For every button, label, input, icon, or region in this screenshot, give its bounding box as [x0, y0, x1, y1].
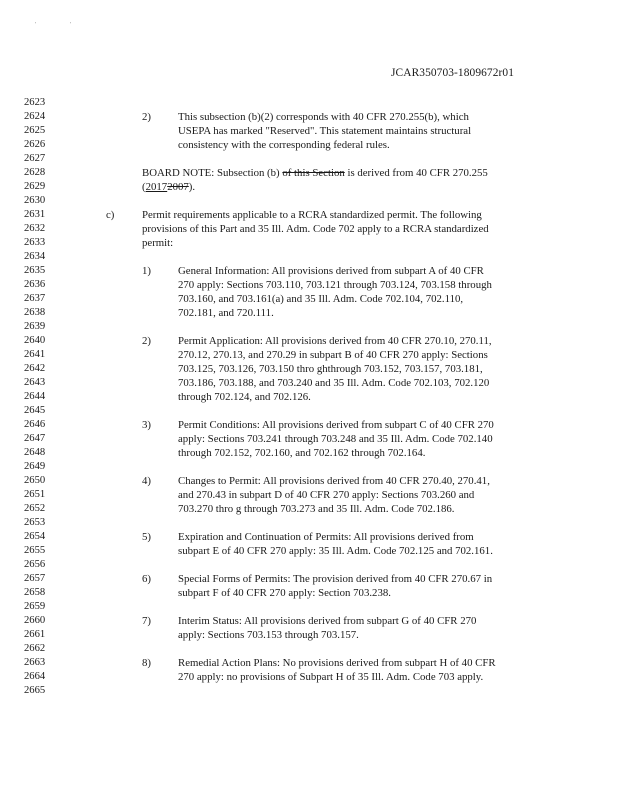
provision-marker: 7) [142, 615, 151, 627]
line-number: 2641 [24, 349, 46, 360]
line-number: 2624 [24, 111, 46, 122]
line-number: 2639 [24, 321, 46, 332]
line-number: 2659 [24, 601, 46, 612]
provision-marker: 5) [142, 531, 151, 543]
line-number: 2664 [24, 671, 46, 682]
paragraph-line: provisions of this Part and 35 Ill. Adm. Code 702 apply to a RCRA standardized [142, 223, 489, 235]
line-number: 2656 [24, 559, 46, 570]
line-number: 2648 [24, 447, 46, 458]
provision-line: 270 apply: Sections 703.110, 703.121 through 703.124, 703.158 through [178, 279, 492, 291]
line-number: 2623 [24, 97, 46, 108]
line-number: 2646 [24, 419, 46, 430]
line-number: 2644 [24, 391, 46, 402]
line-number: 2632 [24, 223, 46, 234]
line-number: 2636 [24, 279, 46, 290]
provision-line: 270.12, 270.13, and 270.29 in subpart B of 40 CFR 270 apply: Sections [178, 349, 488, 361]
scan-speck: ' [70, 22, 72, 28]
provision-marker: 8) [142, 657, 151, 669]
board-note-suffix: is derived from 40 CFR 270.255 [344, 167, 488, 179]
provision-line: General Information: All provisions derived from subpart A of 40 CFR [178, 265, 484, 277]
provision-line: and 270.43 in subpart D of 40 CFR 270 apply: Sections 703.260 and [178, 489, 475, 501]
inserted-text: 2017 [145, 181, 168, 193]
provision-line: Changes to Permit: All provisions derived from 40 CFR 270.40, 270.41, [178, 475, 490, 487]
line-number: 2627 [24, 153, 46, 164]
provision-line: 703.270 thro g through 703.273 and 35 Ill. Adm. Code 702.186. [178, 503, 455, 515]
provision-marker: 1) [142, 265, 151, 277]
provision-marker: 3) [142, 419, 151, 431]
provision-line: apply: Sections 703.153 through 703.157. [178, 629, 359, 641]
line-number: 2635 [24, 265, 46, 276]
provision-line: 703.186, 703.188, and 703.240 and 35 Ill. Adm. Code 702.103, 702.120 [178, 377, 490, 389]
line-number: 2660 [24, 615, 46, 626]
line-number: 2653 [24, 517, 46, 528]
line-number: 2655 [24, 545, 46, 556]
provision-line: Permit Application: All provisions derived from 40 CFR 270.10, 270.11, [178, 335, 492, 347]
line-number: 2643 [24, 377, 46, 388]
provision-line: Remedial Action Plans: No provisions derived from subpart H of 40 CFR [178, 657, 496, 669]
provision-marker: 2) [142, 335, 151, 347]
provision-line: through 702.124, and 702.126. [178, 391, 311, 403]
line-number: 2650 [24, 475, 46, 486]
provision-line: Permit Conditions: All provisions derived from subpart C of 40 CFR 270 [178, 419, 494, 431]
provision-line: subpart E of 40 CFR 270 apply: 35 Ill. Adm. Code 702.125 and 702.161. [178, 545, 493, 557]
board-note-prefix: BOARD NOTE: Subsection (b) [142, 167, 283, 179]
line-number: 2625 [24, 125, 46, 136]
line-number: 2633 [24, 237, 46, 248]
line-number: 2629 [24, 181, 46, 192]
provision-line: 270 apply: no provisions of Subpart H of 35 Ill. Adm. Code 703 apply. [178, 671, 484, 683]
provision-line: through 702.152, 702.160, and 702.162 through 702.164. [178, 447, 426, 459]
board-note-citation: (20172007). [142, 181, 196, 193]
paragraph-line: Permit requirements applicable to a RCRA standardized permit. The following [142, 209, 482, 221]
scan-speck: ' [35, 22, 37, 28]
section-marker: c) [106, 209, 115, 221]
line-number: 2645 [24, 405, 46, 416]
line-number: 2628 [24, 167, 46, 178]
line-number: 2642 [24, 363, 46, 374]
line-number: 2665 [24, 685, 46, 696]
line-number: 2663 [24, 657, 46, 668]
line-number: 2637 [24, 293, 46, 304]
line-number: 2649 [24, 461, 46, 472]
provision-marker: 6) [142, 573, 151, 585]
provision-line: apply: Sections 703.241 through 703.248 and 35 Ill. Adm. Code 702.140 [178, 433, 493, 445]
line-number: 2647 [24, 433, 46, 444]
provision-line: 702.181, and 720.111. [178, 307, 274, 319]
struck-text: 2007 [167, 181, 189, 193]
line-number: 2651 [24, 489, 46, 500]
line-number: 2661 [24, 629, 46, 640]
board-note [142, 166, 488, 180]
line-number: 2640 [24, 335, 46, 346]
line-number: 2638 [24, 307, 46, 318]
document-id: JCAR350703-1809672r01 [391, 67, 514, 79]
line-number: 2658 [24, 587, 46, 598]
paragraph-line: permit: [142, 237, 174, 249]
provision-line: 703.160, and 703.161(a) and 35 Ill. Adm. Code 702.104, 702.110, [178, 293, 464, 305]
subsection-marker: 2) [142, 111, 151, 123]
line-number: 2654 [24, 531, 46, 542]
provision-line: Interim Status: All provisions derived from subpart G of 40 CFR 270 [178, 615, 477, 627]
struck-text: of this Section [282, 167, 345, 179]
paragraph-line: This subsection (b)(2) corresponds with 40 CFR 270.255(b), which [178, 111, 469, 123]
line-number: 2626 [24, 139, 46, 150]
line-number: 2652 [24, 503, 46, 514]
line-number: 2634 [24, 251, 46, 262]
paragraph-line: consistency with the corresponding federal rules. [178, 139, 390, 151]
provision-line: Special Forms of Permits: The provision derived from 40 CFR 270.67 in [178, 573, 493, 585]
paragraph-line: USEPA has marked "Reserved". This statement maintains structural [178, 125, 472, 137]
line-number: 2662 [24, 643, 46, 654]
line-number: 2630 [24, 195, 46, 206]
provision-marker: 4) [142, 475, 151, 487]
provision-line: subpart F of 40 CFR 270 apply: Section 703.238. [178, 587, 391, 599]
line-number: 2657 [24, 573, 46, 584]
provision-line: Expiration and Continuation of Permits: All provisions derived from [178, 531, 474, 543]
provision-line: 703.125, 703.126, 703.150 thro ghthrough 703.152, 703.157, 703.181, [178, 363, 483, 375]
line-number: 2631 [24, 209, 46, 220]
